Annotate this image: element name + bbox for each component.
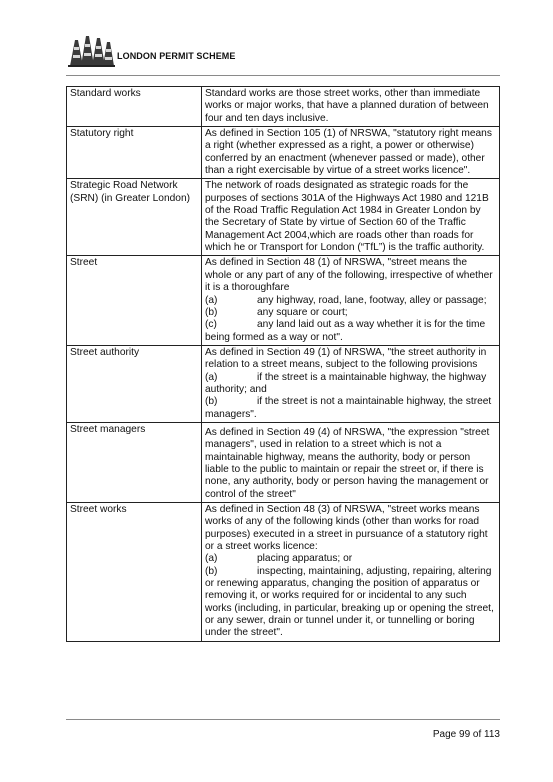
definition-text	[202, 127, 500, 179]
definition-row	[67, 422, 500, 502]
definition-term: Statutory right	[67, 127, 202, 179]
definition-row	[67, 127, 500, 179]
list-item-label: (b)	[205, 396, 218, 408]
list-item-text: placing apparatus; or	[257, 553, 353, 565]
traffic-cones-icon	[66, 32, 116, 68]
definition-list-item	[205, 553, 496, 565]
definition-paragraph: As defined in Section 49 (1) of NRSWA, "the street authority in relation to a street means, subject to the following provisions	[205, 346, 487, 371]
definition-list-item	[205, 307, 496, 319]
list-item-text: if the street is not a maintainable highway, the street managers".	[205, 396, 492, 420]
definition-list-item	[205, 566, 496, 640]
definition-text	[202, 179, 500, 256]
page-number: Page 99 of 113	[432, 729, 500, 740]
definition-row	[67, 256, 500, 345]
definition-list-item	[205, 319, 496, 344]
definition-term: Street works	[67, 503, 202, 642]
definition-paragraph: As defined in Section 48 (3) of NRSWA, "street works means works of any of the following kinds (other than works for road purposes) executed in a street in pursuance of a statutory right or a street works licence:	[205, 504, 488, 553]
definition-term: Strategic Road Network (SRN) (in Greater London)	[67, 179, 202, 256]
definition-text	[202, 422, 500, 502]
definition-paragraph: As defined in Section 105 (1) of NRSWA, "statutory right means a right (whether expressed as a right, a power or otherwise) conferred by an enactment (whenever passed or made), other than a right exercisable by virtue of a street works licence".	[205, 128, 492, 177]
definition-paragraph: As defined in Section 49 (4) of NRSWA, "the expression "street managers", used in relation to a street which is not a maintainable highway, means the authority, body or person liable to the public to maintain or repair the street or, if there is none, any authority, body or person having the management or control of the street"	[205, 426, 490, 500]
list-item-text: any square or court;	[257, 306, 348, 318]
header-divider	[66, 75, 500, 76]
page-header	[66, 28, 500, 74]
definition-list-item	[205, 372, 496, 397]
definition-paragraph: Standard works are those street works, other than immediate works or major works, that have a planned duration of between four and ten days inclusive.	[205, 88, 489, 124]
definitions-table	[66, 86, 500, 642]
definition-paragraph: As defined in Section 48 (1) of NRSWA, "street means the whole or any part of any of the following, irrespective of whether it is a thoroughfare	[205, 257, 493, 294]
definition-term: Street managers	[67, 422, 202, 502]
list-item-text: any land laid out as a way whether it is for the time being formed as a way or not".	[205, 319, 486, 343]
definition-text	[202, 256, 500, 345]
list-item-label: (b)	[205, 306, 218, 318]
list-item-label: (a)	[205, 371, 218, 383]
definition-text	[202, 503, 500, 642]
list-item-text: if the street is a maintainable highway, the highway authority; and	[205, 371, 487, 395]
list-item-label: (a)	[205, 553, 218, 565]
definition-text	[202, 87, 500, 127]
header-title: LONDON PERMIT SCHEME	[117, 51, 236, 61]
definition-text	[202, 345, 500, 422]
definition-term: Street authority	[67, 345, 202, 422]
list-item-label: (b)	[205, 565, 218, 577]
definition-list-item	[205, 295, 496, 307]
list-item-label: (c)	[205, 319, 217, 331]
definition-row	[67, 87, 500, 127]
definition-paragraph: The network of roads designated as strategic roads for the purposes of sections 301A of the Highways Act 1980 and 121B of the Road Traffic Regulation Act 1984 in Greater London by the Secretary of State by virtue of Section 60 of the Traffic Management Act 2004,which are roads other than roads for which he or Transport for London (“TfL”) is the traffic authority.	[205, 180, 489, 254]
definition-row	[67, 179, 500, 256]
list-item-text: any highway, road, lane, footway, alley or passage;	[257, 294, 487, 306]
definition-term: Street	[67, 256, 202, 345]
list-item-label: (a)	[205, 294, 218, 306]
definition-list-item	[205, 396, 496, 421]
definition-row	[67, 345, 500, 422]
list-item-text: inspecting, maintaining, adjusting, repairing, altering or renewing apparatus, changing the position of apparatus or removing it, or works required for or incidental to any such works (including, in particular, breaking up or opening the street, or any sewer, drain or tunnel under it, or tunnelling or boring under the street".	[205, 565, 494, 639]
definition-term: Standard works	[67, 87, 202, 127]
footer-divider	[66, 719, 500, 720]
definition-row	[67, 503, 500, 642]
